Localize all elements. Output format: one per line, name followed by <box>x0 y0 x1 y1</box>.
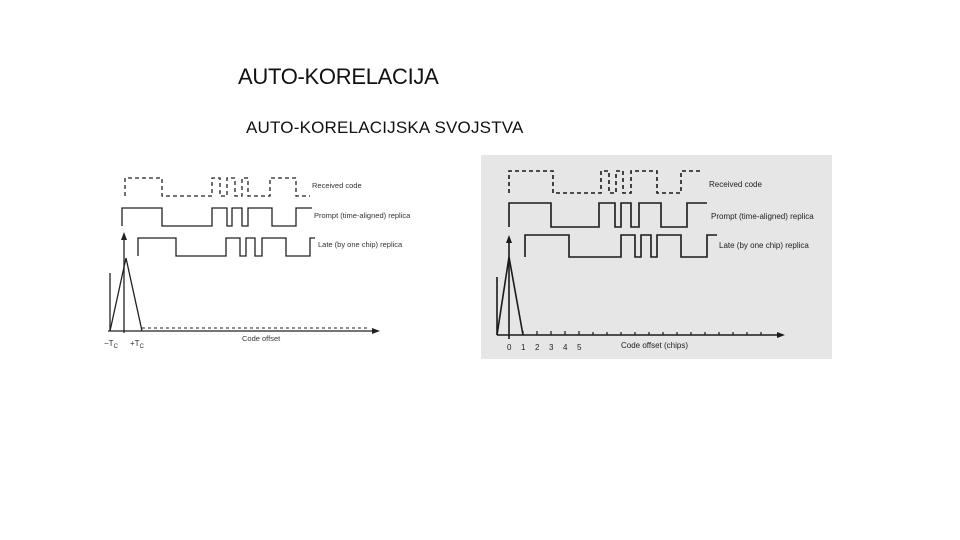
tick-label-2: 2 <box>535 343 540 352</box>
slide-subtitle: AUTO-KORELACIJSKA SVOJSTVA <box>246 118 524 137</box>
x-axis-label: Code offset (chips) <box>621 341 688 350</box>
label-late-replica: Late (by one chip) replica <box>318 240 403 249</box>
late-replica-waveform <box>525 235 717 257</box>
tick-labels <box>507 343 582 352</box>
label-prompt-replica: Prompt (time-aligned) replica <box>314 211 411 220</box>
tick-label-3: 3 <box>549 343 554 352</box>
tick-label-1: 1 <box>521 343 526 352</box>
figure-right-svg <box>481 155 832 359</box>
late-replica-waveform <box>138 238 315 256</box>
autocorrelation-peak <box>110 258 142 331</box>
label-received-code: Received code <box>709 180 762 189</box>
label-prompt-replica: Prompt (time-aligned) replica <box>711 212 814 221</box>
autocorrelation-figure-left <box>100 168 440 358</box>
received-code-waveform <box>125 178 310 196</box>
prompt-replica-waveform <box>509 203 707 227</box>
autocorrelation-figure-right <box>481 155 832 359</box>
minus-tc-label: $-T_C$ <box>104 339 118 350</box>
label-received-code: Received code <box>312 181 362 190</box>
x-axis-label: Code offset <box>242 334 281 343</box>
tick-label-4: 4 <box>563 343 568 352</box>
received-code-waveform <box>509 171 701 193</box>
label-late-replica: Late (by one chip) replica <box>719 241 809 250</box>
tick-label-0: 0 <box>507 343 512 352</box>
autocorrelation-peak <box>497 257 523 335</box>
slide-title: AUTO-KORELACIJA <box>238 64 439 89</box>
figure-left-svg <box>100 168 440 358</box>
plus-tc-label: $+T_C$ <box>130 339 144 350</box>
prompt-replica-waveform <box>122 208 312 226</box>
tick-label-5: 5 <box>577 343 582 352</box>
